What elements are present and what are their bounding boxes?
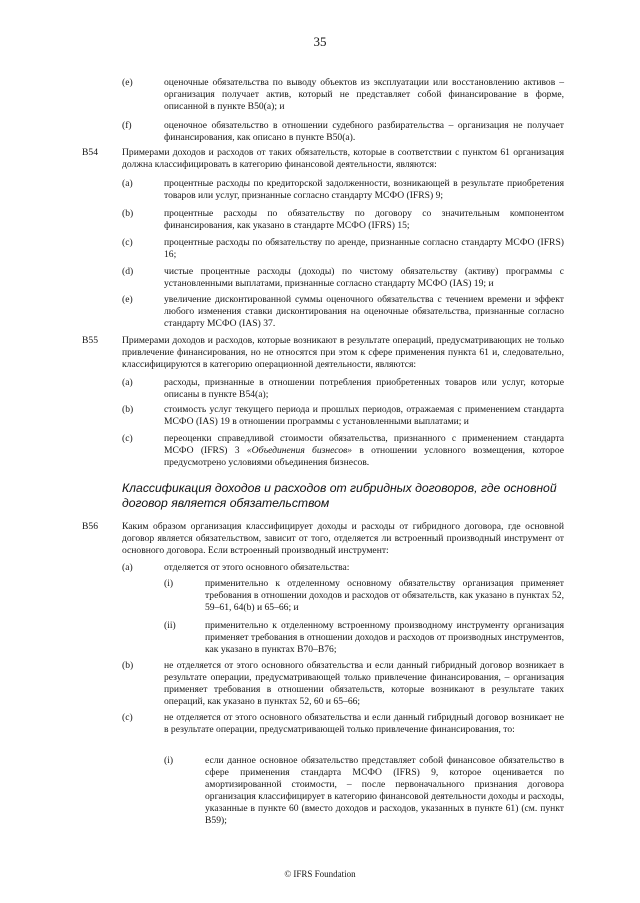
paragraph-number: B55	[82, 335, 98, 346]
paragraph-text: переоценки справедливой стоимости обязательства, признанного с применением стандарта МСФО (IFRS) 3	[164, 433, 564, 456]
paragraph: оценочное обязательство в отношении судебного разбирательства – организация не получает финансирования, как описано в пункте B50(a).	[164, 120, 564, 143]
paragraph: Каким образом организация классифицирует доходы и расходы от гибридного договора, где основной договор является обязательством, зависит от того, отделяется ли встроенный производный инструмент от основного договора. Если встроенный производный инструмент:	[122, 521, 564, 556]
paragraph: если данное основное обязательство представляет собой финансовое обязательство в сфере применения стандарта МСФО (IFRS) 9, которое оценивается по амортизированной стоимости, – после первоначального признания договора организация классифицирует в категорию финансовой деятельности доходы и расходы, указанные в пункте 60 (вместо доходов и расходов, указанных в пункте 61) (см. пункт B59);	[205, 755, 564, 826]
paragraph-text: в отношении условного возмещения, которое предусмотрено условиями объединения бизнесов.	[164, 445, 565, 468]
item-label: (ii)	[164, 620, 176, 631]
item-label: (c)	[122, 712, 133, 723]
item-label: (c)	[122, 237, 133, 248]
item-label: (c)	[122, 433, 133, 444]
paragraph: процентные расходы по обязательству по аренде, признанные согласно стандарту МСФО (IFRS) 16;	[164, 237, 564, 260]
paragraph: стоимость услуг текущего периода и прошлых периодов, отражаемая с применением стандарта МСФО (IAS) 19 в отношении программы с установленными выплатами; и	[164, 404, 564, 427]
paragraph: увеличение дисконтированной суммы оценочного обязательства с течением времени и эффект любого изменения ставки дисконтирования на оценочные обязательства, признанные согласно стандарту МСФО (IAS) 37.	[164, 294, 564, 329]
item-label: (b)	[122, 404, 134, 415]
paragraph: расходы, признанные в отношении потребления приобретенных товаров или услуг, которые описаны в пункте B54(a);	[164, 377, 564, 400]
item-label: (e)	[122, 77, 133, 88]
paragraph-number: B56	[82, 521, 98, 532]
paragraph: Примерами доходов и расходов, которые возникают в результате операций, предусматривающих не только привлечение финансирования, но не относятся при этом к сфере применения пункта 61 и, следовательно, классифицируются в категорию операционной деятельности, являются:	[122, 335, 564, 370]
standard-title: «Объединения бизнесов»	[246, 445, 353, 456]
item-label: (a)	[122, 178, 133, 189]
item-label: (i)	[164, 578, 174, 589]
paragraph-number: B54	[82, 147, 98, 158]
paragraph	[164, 433, 564, 469]
paragraph: процентные расходы по обязательству по договору со значительным компонентом финансирования, как указано в стандарте МСФО (IFRS) 15;	[164, 208, 564, 231]
item-label: (i)	[164, 755, 174, 766]
footer-copyright: © IFRS Foundation	[284, 869, 356, 879]
paragraph: не отделяется от этого основного обязательства и если данный гибридный договор возникает не в результате операции, предусматривающей только привлечение финансирования, то:	[164, 712, 564, 735]
paragraph: отделяется от этого основного обязательства:	[164, 562, 350, 573]
paragraph: не отделяется от этого основного обязательства и если данный гибридный договор возникает в результате операции, предусматривающей только привлечение финансирования, – организация применяет требования в отношении обязательств, которые возникают в результате таких операций, как указано в пунктах 52, 60 и 65–66;	[164, 660, 564, 707]
paragraph: применительно к отделенному встроенному производному инструменту организация применяет требования в отношении доходов и расходов от производных инструментов, как указано в пунктах B70–B76;	[205, 620, 564, 655]
paragraph: процентные расходы по кредиторской задолженности, возникающей в результате приобретения товаров или услуг, признанные согласно стандарту МСФО (IFRS) 9;	[164, 178, 564, 201]
item-label: (b)	[122, 660, 134, 671]
paragraph: оценочные обязательства по выводу объектов из эксплуатации или восстановлению активов – организация получает актив, который не представляет собой финансирование в форме, описанной в пункте B50(a); и	[164, 77, 564, 112]
item-label: (d)	[122, 266, 134, 277]
paragraph: Примерами доходов и расходов от таких обязательств, которые в соответствии с пунктом 61 организация должна классифицировать в категорию финансовой деятельности, являются:	[122, 147, 564, 170]
item-label: (e)	[122, 294, 133, 305]
section-heading: Классификация доходов и расходов от гибридных договоров, где основной договор является обязательством	[122, 481, 557, 510]
item-label: (f)	[122, 120, 132, 131]
item-label: (b)	[122, 208, 134, 219]
item-label: (a)	[122, 562, 133, 573]
item-label: (a)	[122, 377, 133, 388]
paragraph: чистые процентные расходы (доходы) по чистому обязательству (активу) программы с установленными выплатами, признанные согласно стандарту МСФО (IAS) 19; и	[164, 266, 564, 289]
page-number: 35	[313, 34, 327, 49]
paragraph: применительно к отделенному основному обязательству организация применяет требования в отношении доходов и расходов от обязательств, как указано в пунктах 52, 59–61, 64(b) и 65–66; и	[205, 578, 564, 613]
